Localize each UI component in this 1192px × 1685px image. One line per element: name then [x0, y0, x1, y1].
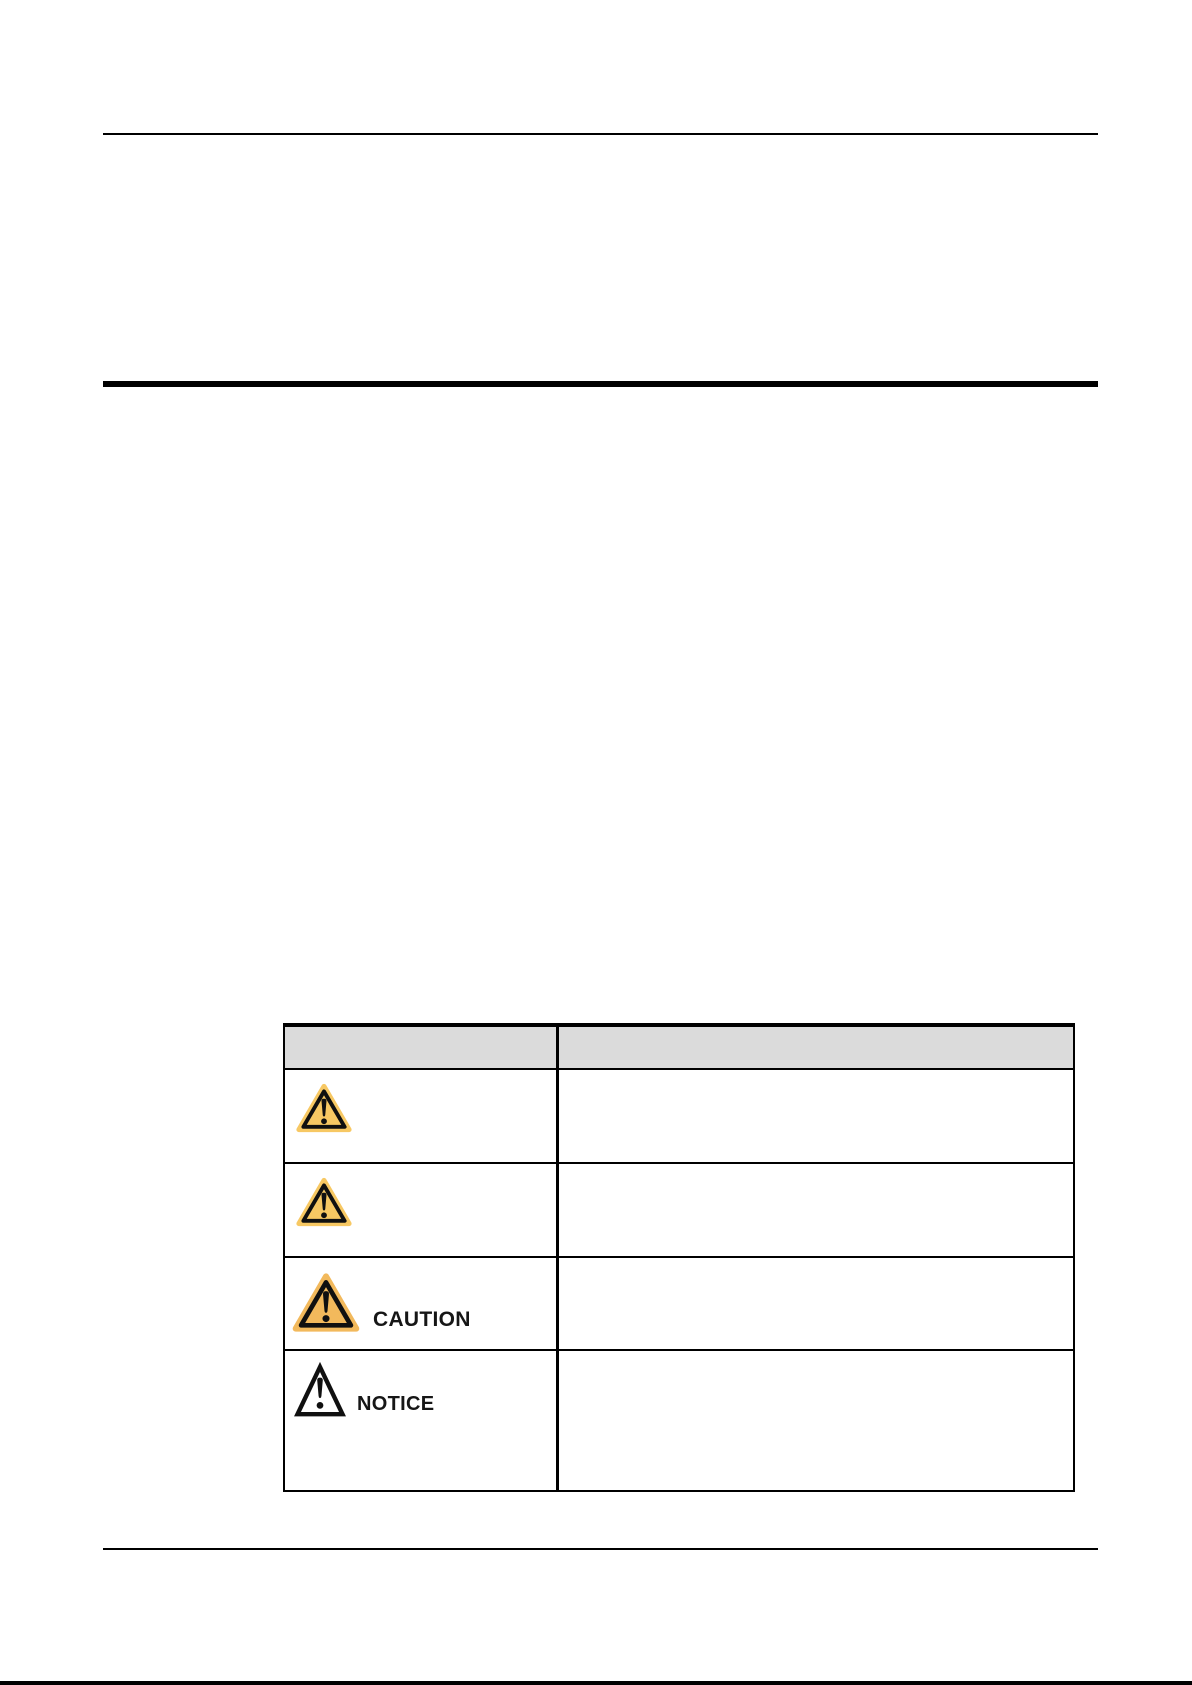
table-header-description-cell	[559, 1027, 1073, 1068]
description-cell	[559, 1351, 1073, 1490]
description-cell	[559, 1258, 1073, 1349]
section-heading-rule	[103, 381, 1098, 387]
table-row-warning-1	[285, 1070, 1073, 1164]
header-rule	[103, 133, 1098, 135]
table-row-notice	[285, 1351, 1073, 1490]
notice-triangle-icon	[295, 1360, 345, 1418]
symbol-cell	[285, 1258, 559, 1349]
symbol-table	[283, 1023, 1075, 1492]
table-header-symbol-cell	[285, 1027, 559, 1068]
footer-rule	[103, 1548, 1098, 1550]
notice-label: NOTICE	[357, 1393, 435, 1415]
warning-triangle-icon	[295, 1176, 353, 1228]
description-cell	[559, 1164, 1073, 1256]
table-row-caution	[285, 1258, 1073, 1351]
description-cell	[559, 1070, 1073, 1162]
caution-label: CAUTION	[373, 1308, 471, 1331]
warning-triangle-icon	[295, 1082, 353, 1134]
caution-triangle-icon	[291, 1271, 361, 1334]
symbol-cell	[285, 1070, 559, 1162]
symbol-cell	[285, 1351, 559, 1490]
page-bottom-edge	[0, 1681, 1192, 1685]
table-header-row	[285, 1027, 1073, 1070]
symbol-cell	[285, 1164, 559, 1256]
table-row-warning-2	[285, 1164, 1073, 1258]
